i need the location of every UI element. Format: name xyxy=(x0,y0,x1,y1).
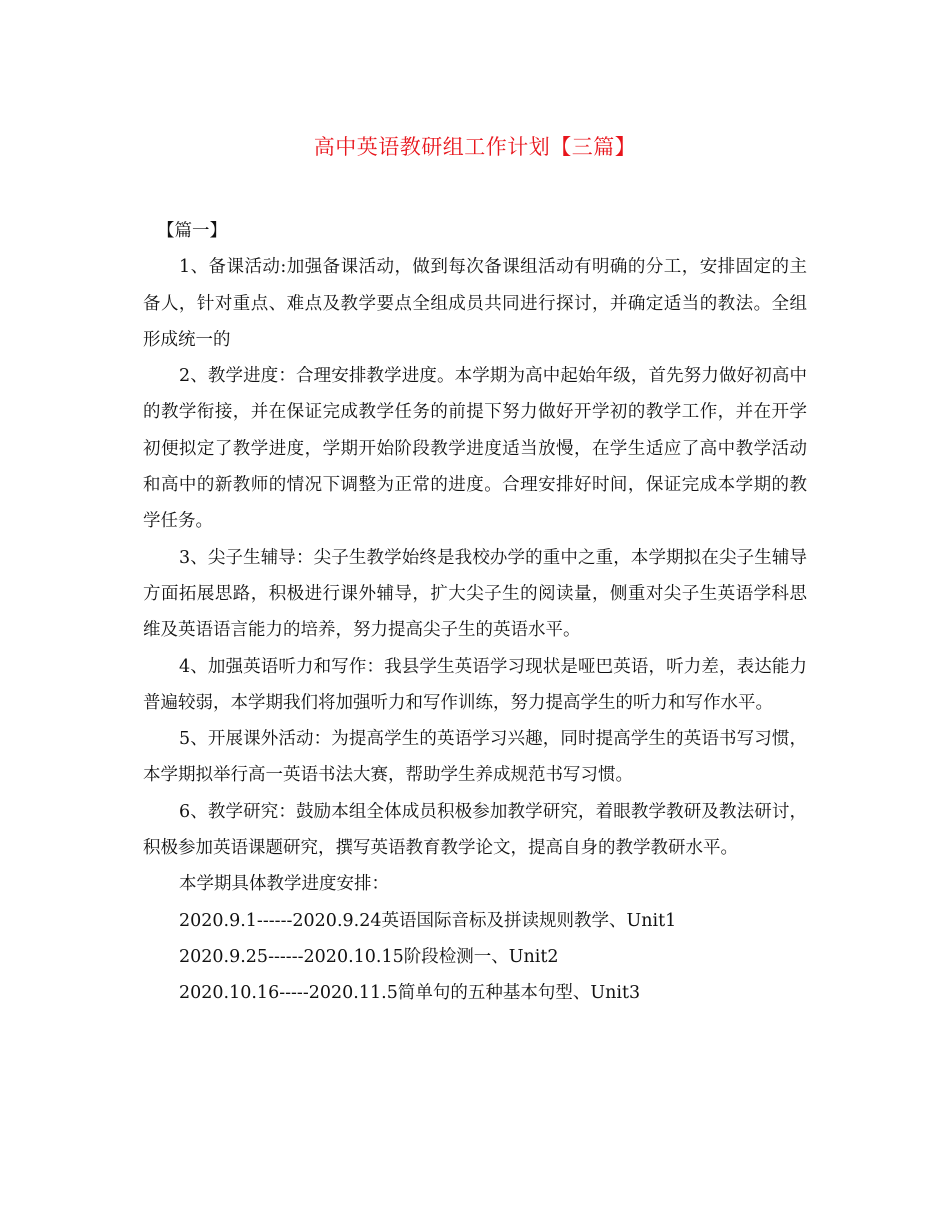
paragraph-teaching-research: 6、教学研究：鼓励本组全体成员积极参加教学研究，着眼教学教研及教法研讨，积极参加英语课题研究，撰写英语教育教学论文，提高自身的教学教研水平。 xyxy=(143,801,807,859)
schedule-intro: 本学期具体教学进度安排： xyxy=(179,874,389,895)
schedule-row: 2020.9.1------2020.9.24英语国际音标及拼读规则教学、Unit1 xyxy=(179,910,677,931)
paragraph-teaching-progress: 2、教学进度：合理安排教学进度。本学期为高中起始年级，首先努力做好初高中的教学衔接，并在保证完成教学任务的前提下努力做好开学初的教学工作，并在开学初便拟定了教学进度，学期开始阶段教学进度适当放慢，在学生适应了高中教学活动和高中的新教师的情况下调整为正常的进度。合理安排好时间，保证完成本学期的教学任务。 xyxy=(143,366,807,532)
paragraph-listening-writing: 4、加强英语听力和写作：我县学生英语学习现状是哑巴英语，听力差，表达能力普遍较弱，本学期我们将加强听力和写作训练，努力提高学生的听力和写作水平。 xyxy=(143,656,807,713)
schedule-row: 2020.10.16-----2020.11.5简单句的五种基本句型、Unit3 xyxy=(179,983,641,1004)
section-heading: 【篇一】 xyxy=(157,221,227,241)
schedule-row: 2020.9.25------2020.10.15阶段检测一、Unit2 xyxy=(179,946,559,967)
document-title: 高中英语教研组工作计划【三篇】 xyxy=(313,135,637,159)
paragraph-top-student-tutoring: 3、尖子生辅导：尖子生教学始终是我校办学的重中之重，本学期拟在尖子生辅导方面拓展思路，积极进行课外辅导，扩大尖子生的阅读量，侧重对尖子生英语学科思维及英语语言能力的培养，努力提高尖子生的英语水平。 xyxy=(143,547,807,641)
paragraph-lesson-prep: 1、备课活动:加强备课活动，做到每次备课组活动有明确的分工，安排固定的主备人，针对重点、难点及教学要点全组成员共同进行探讨，并确定适当的教法。全组形成统一的 xyxy=(143,257,807,350)
paragraph-extracurricular: 5、开展课外活动：为提高学生的英语学习兴趣，同时提高学生的英语书写习惯，本学期拟举行高一英语书法大赛，帮助学生养成规范书写习惯。 xyxy=(143,729,807,786)
document-body xyxy=(143,213,807,1012)
